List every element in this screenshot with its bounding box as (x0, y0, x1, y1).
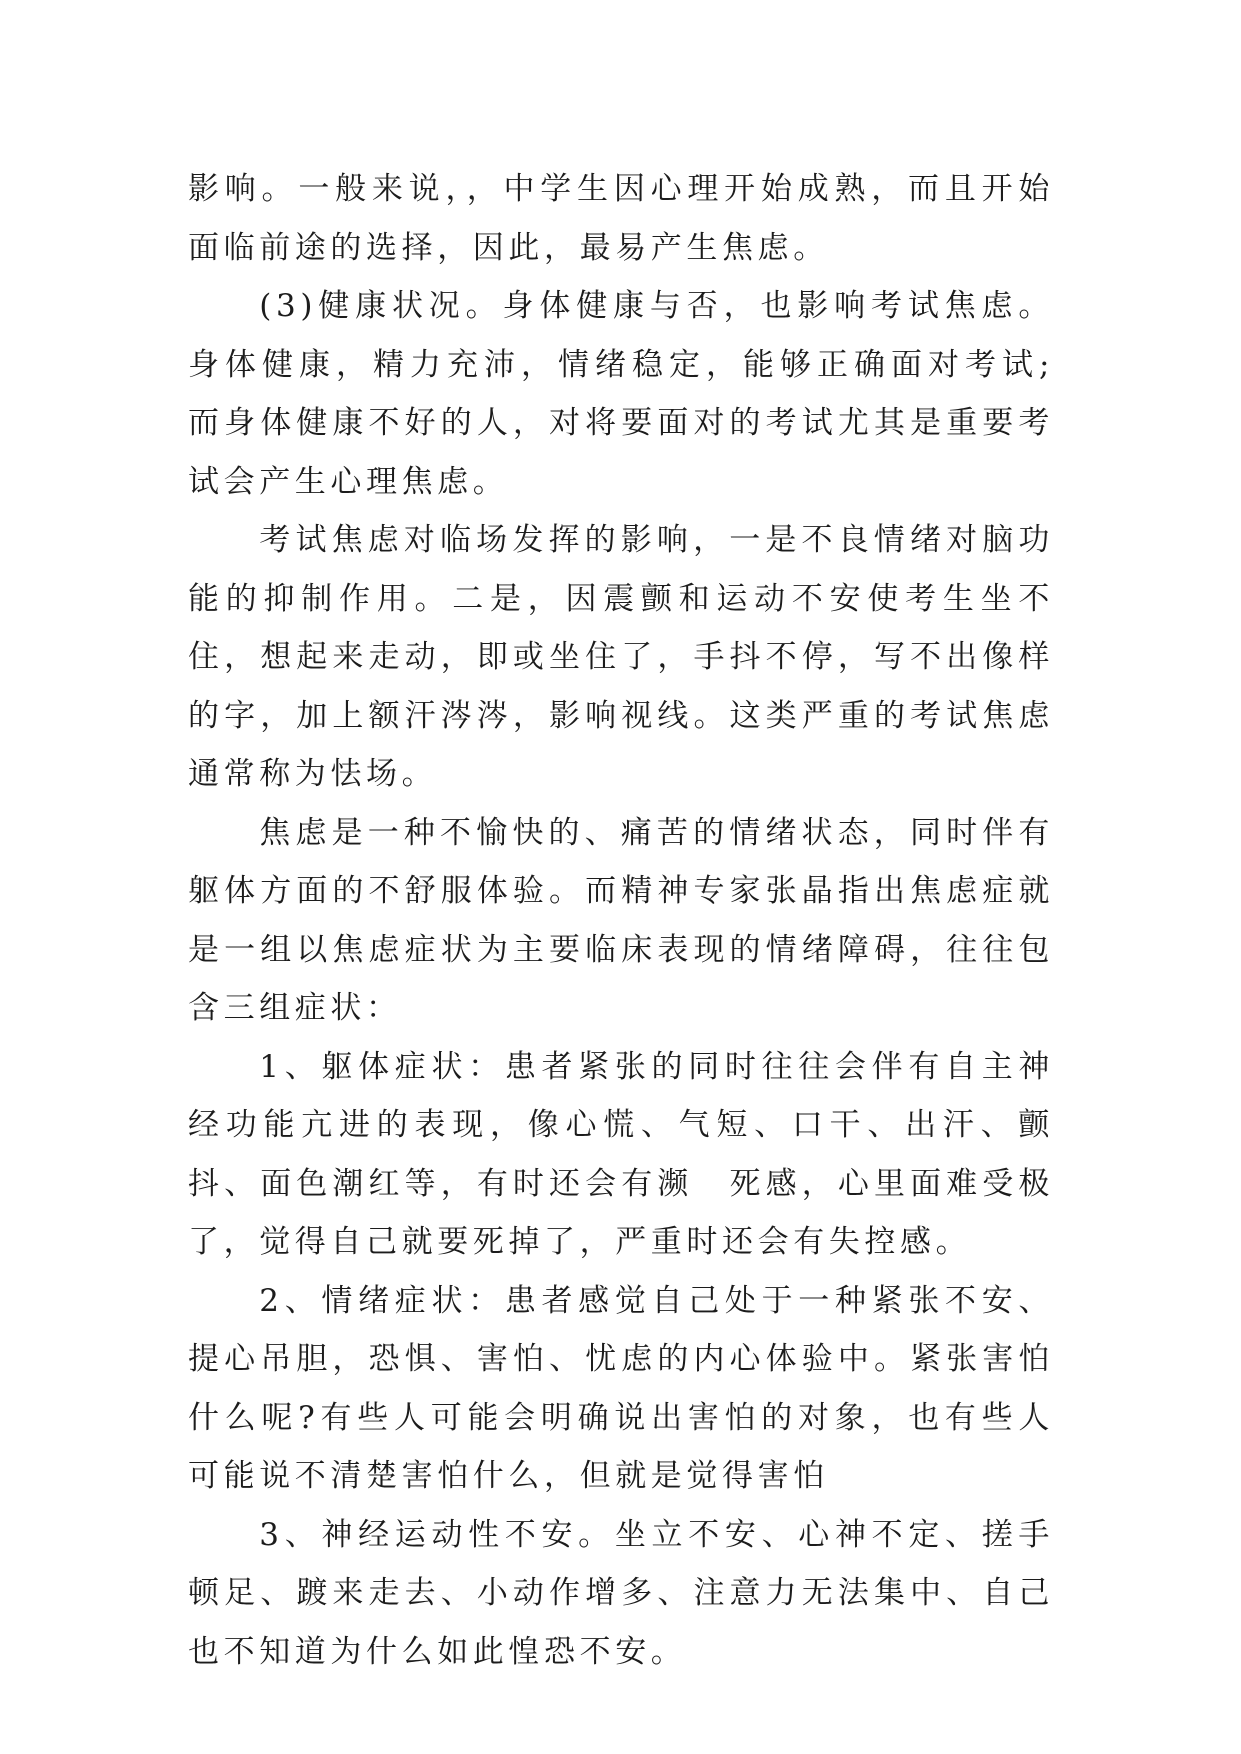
paragraph-motor-restlessness: 3、神经运动性不安。坐立不安、心神不定、搓手顿足、踱来走去、小动作增多、注意力无法集中、自己也不知道为什么如此惶恐不安。 (188, 1516, 1054, 1670)
paragraph-continuation: 影响。一般来说，，中学生因心理开始成熟，而且开始面临前途的选择，因此，最易产生焦虑。 (188, 171, 1054, 266)
paragraph-emotional-symptoms: 2、情绪症状：患者感觉自己处于一种紧张不安、提心吊胆，恐惧、害怕、忧虑的内心体验中。紧张害怕什么呢?有些人可能会明确说出害怕的对象，也有些人可能说不清楚害怕什么，但就是觉得害怕 (188, 1282, 1054, 1494)
document-body (188, 160, 1054, 1681)
paragraph-health-status: (3)健康状况。身体健康与否，也影响考试焦虑。身体健康，精力充沛，情绪稳定，能够正确面对考试;而身体健康不好的人，对将要面对的考试尤其是重要考试会产生心理焦虑。 (188, 288, 1054, 500)
paragraph-somatic-symptoms: 1、躯体症状：患者紧张的同时往往会伴有自主神经功能亢进的表现，像心慌、气短、口干、出汗、颤抖、面色潮红等，有时还会有濒 死感，心里面难受极了，觉得自己就要死掉了，严重时还会有失控感。 (188, 1048, 1054, 1260)
paragraph-exam-anxiety-effects: 考试焦虑对临场发挥的影响，一是不良情绪对脑功能的抑制作用。二是，因震颤和运动不安使考生坐不住，想起来走动，即或坐住了，手抖不停，写不出像样的字，加上额汗涔涔，影响视线。这类严重的考试焦虑通常称为怯场。 (188, 522, 1054, 792)
paragraph-anxiety-definition: 焦虑是一种不愉快的、痛苦的情绪状态，同时伴有躯体方面的不舒服体验。而精神专家张晶指出焦虑症就是一组以焦虑症状为主要临床表现的情绪障碍，往往包含三组症状： (188, 814, 1054, 1026)
